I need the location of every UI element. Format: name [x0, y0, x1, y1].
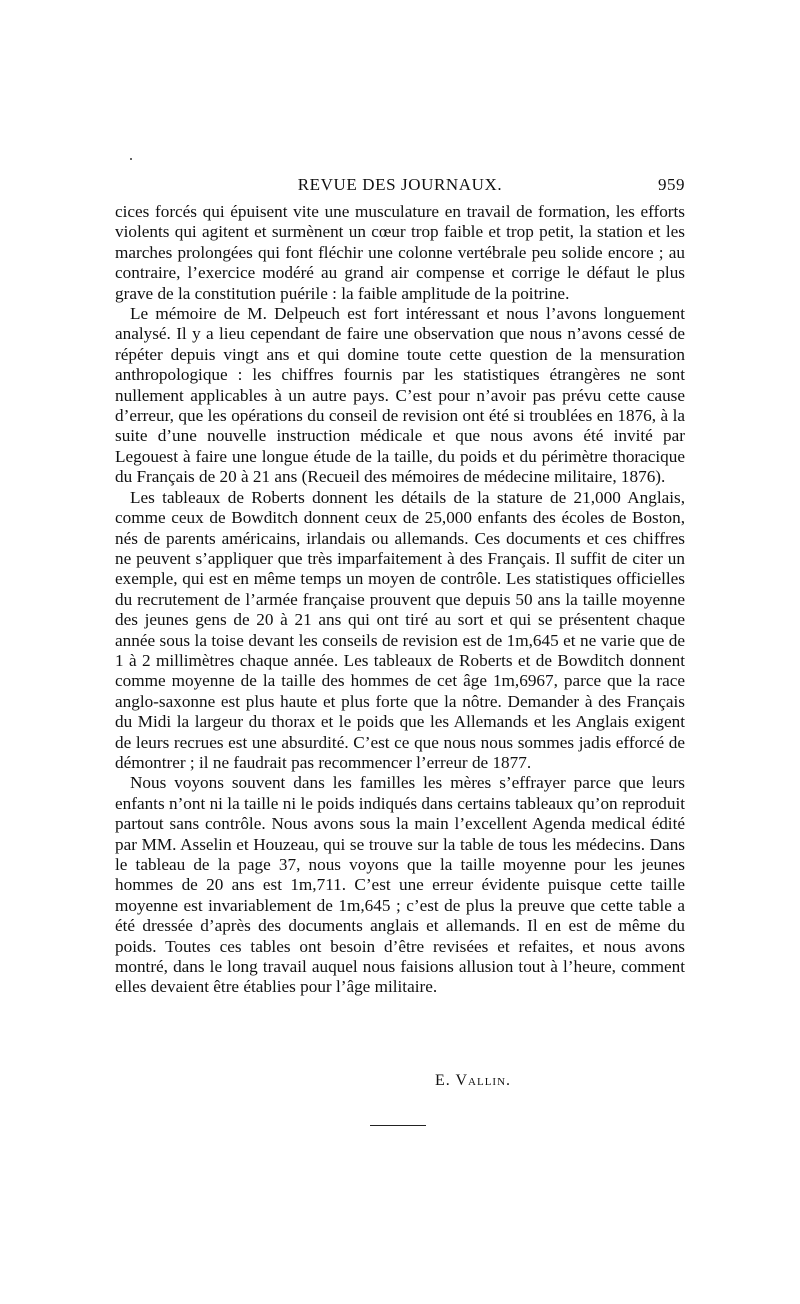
running-title: REVUE DES JOURNAUX.	[297, 175, 503, 194]
author-name: E. Vallin.	[435, 1072, 512, 1089]
article-body	[115, 202, 685, 998]
paragraph-2: Le mémoire de M. Delpeuch est fort intéressant et nous l’avons longuement analysé. Il y a lieu cependant de faire une observation que nous n’avons cessé de répéter depuis vingt ans et qui domine toute cette question de la mensuration anthropologique : les chiffres fournis par les statistiques étrangères ne sont nullement applicables à un autre pays. C’est pour n’avoir pas prévu cette cause d’erreur, que les opérations du conseil de revision ont été si troublées en 1876, à la suite d’une nouvelle instruction médicale et que nous avons été invité par Legouest à faire une longue étude de la taille, du poids et du périmètre thoracique du Français de 20 à 21 ans (Recueil des mémoires de médecine militaire, 1876).	[115, 304, 685, 487]
paragraph-1: cices forcés qui épuisent vite une musculature en travail de formation, les efforts violents qui agitent et surmènent un cœur trop faible et trop petit, la station et les marches prolongées qui font fléchir une colonne vertébrale peu solide encore ; au contraire, l’exercice modéré au grand air compense et corrige le défaut le plus grave de la constitution puérile : la faible amplitude de la poitrine.	[115, 202, 685, 303]
page-header	[115, 172, 685, 198]
paragraph-4: Nous voyons souvent dans les familles les mères s’effrayer parce que leurs enfants n’ont ni la taille ni le poids indiqués dans certains tableaux qu’on reproduit partout sans contrôle. Nous avons sous la main l’excellent Agenda medical édité par MM. Asselin et Houzeau, qui se trouve sur la table de tous les médecins. Dans le tableau de la page 37, nous voyons que la taille moyenne pour les jeunes hommes de 20 ans est 1m,711. C’est une erreur évidente puisque cette taille moyenne est invariablement de 1m,645 ; c’est de plus la preuve que cette table a été dressée d’après des documents anglais et allemands. Il en est de même du poids. Toutes ces tables ont besoin d’être revisées et refaites, et nous avons montré, dans le long travail auquel nous faisions allusion tout à l’heure, comment elles devaient être établies pour l’âge militaire.	[115, 773, 685, 997]
print-speck	[130, 158, 132, 160]
end-rule	[370, 1125, 426, 1126]
signature	[435, 1072, 685, 1094]
paragraph-3: Les tableaux de Roberts donnent les détails de la stature de 21,000 Anglais, comme ceux de Bowditch donnent ceux de 25,000 enfants des écoles de Boston, nés de parents américains, irlandais ou allemands. Ces documents et ces chiffres ne peuvent s’appliquer que très imparfaitement à des Français. Il suffit de citer un exemple, qui est en même temps un moyen de contrôle. Les statistiques officielles du recrutement de l’armée française prouvent que depuis 50 ans la taille moyenne des jeunes gens de 20 à 21 ans qui ont tiré au sort et qui se présentent chaque année sous la toise devant les conseils de revision est de 1m,645 et ne varie que de 1 à 2 millimètres chaque année. Les tableaux de Roberts et de Bowditch donnent comme moyenne de la taille des hommes de cet âge 1m,6967, parce que la race anglo-saxonne est plus haute et plus forte que la nôtre. Demander à des Français du Midi la largeur du thorax et le poids que les Allemands et les Anglais exigent de leurs recrues est une absurdité. C’est ce que nous nous sommes jadis efforcé de démontrer ; il ne faudrait pas recommencer l’erreur de 1877.	[115, 487, 685, 772]
page-number: 959	[658, 175, 685, 194]
